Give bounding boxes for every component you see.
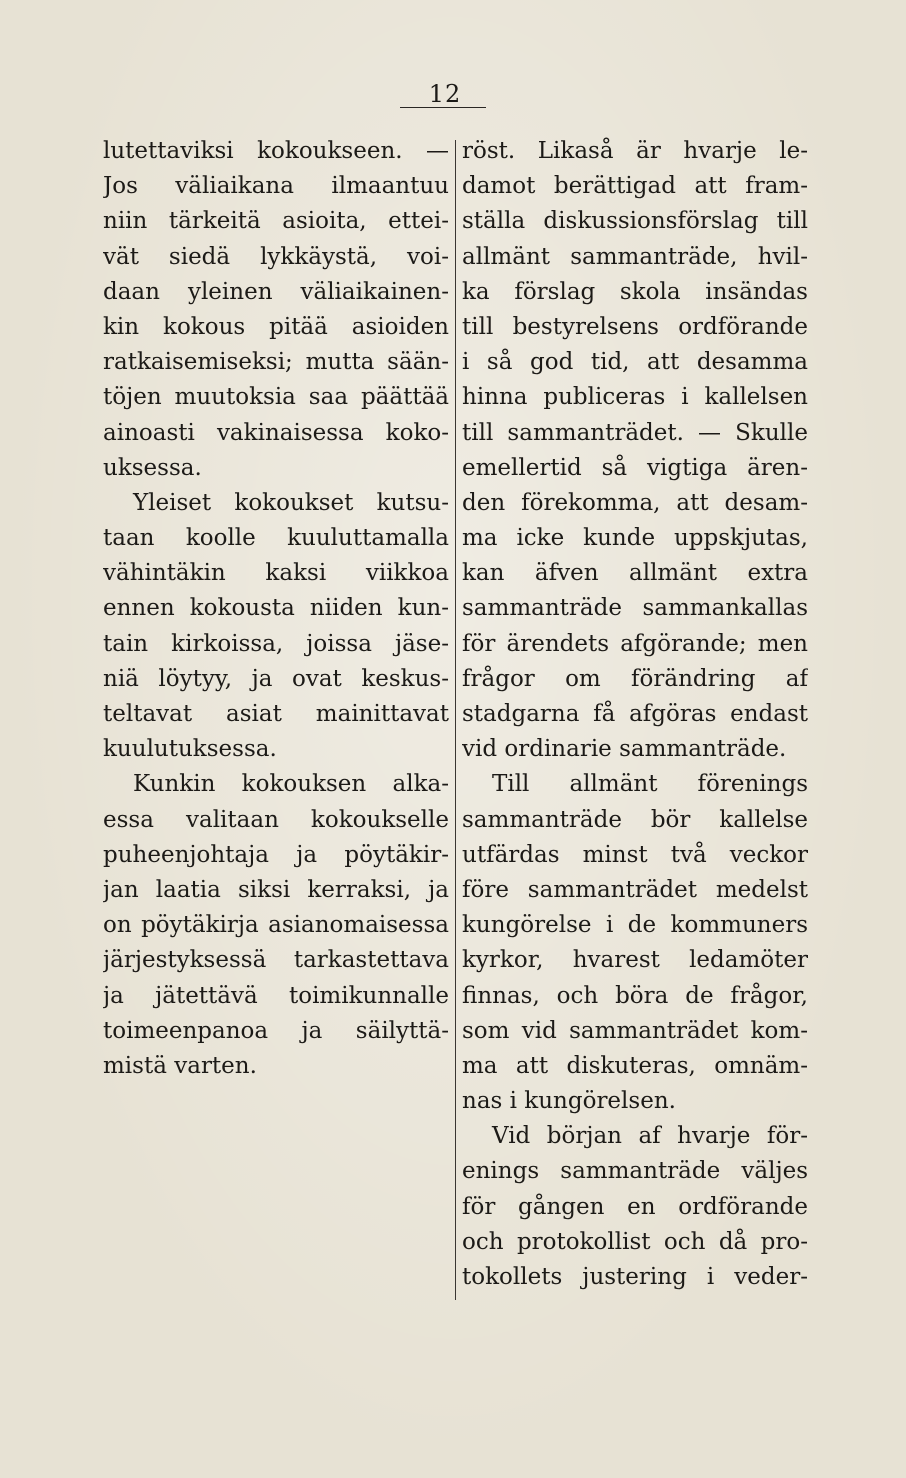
right-column-line: utfärdas minst två veckor xyxy=(462,841,808,868)
right-column-line: allmänt sammanträde, hvil- xyxy=(462,243,808,270)
right-column-line: för gången en ordförande xyxy=(462,1193,808,1220)
left-column-line: taan koolle kuuluttamalla xyxy=(103,525,449,552)
right-column-line: ma icke kunde uppskjutas, xyxy=(462,525,808,552)
right-column-line: till bestyrelsens ordförande xyxy=(462,313,808,340)
left-column-line: daan yleinen väliaikainen- xyxy=(103,278,449,305)
left-column-line: töjen muutoksia saa päättää xyxy=(103,384,449,411)
right-column-line: vid ordinarie sammanträde. xyxy=(462,736,787,763)
right-column-line: Vid början af hvarje för- xyxy=(492,1123,808,1150)
left-column-line: tain kirkoissa, joissa jäse- xyxy=(103,630,449,657)
right-column-line: röst. Likaså är hvarje le- xyxy=(462,138,808,164)
left-column-line: mistä varten. xyxy=(103,1052,257,1079)
right-column-line: den förekomma, att desam- xyxy=(462,489,808,516)
left-column-line: kin kokous pitää asioiden xyxy=(103,313,449,340)
left-column-line: vät siedä lykkäystä, voi- xyxy=(103,243,449,270)
right-column-line: för ärendets afgörande; men xyxy=(462,630,808,657)
column-divider xyxy=(455,140,456,1300)
right-column-line: kungörelse i de kommuners xyxy=(462,912,808,939)
left-column-line: on pöytäkirja asianomaisessa xyxy=(103,912,449,939)
right-column-line: frågor om förändring af xyxy=(462,665,808,692)
right-column-line: före sammanträdet medelst xyxy=(462,876,808,903)
right-column-line: stadgarna få afgöras endast xyxy=(462,701,808,727)
right-column-swedish xyxy=(462,134,808,1295)
right-column-line: enings sammanträde väljes xyxy=(462,1158,808,1185)
left-column-line: uksessa. xyxy=(103,454,202,481)
right-column-line: kyrkor, hvarest ledamöter xyxy=(462,947,808,974)
right-column-line: hinna publiceras i kallelsen xyxy=(462,384,808,411)
page-number-rule xyxy=(400,107,486,108)
right-column-line: i så god tid, att desamma xyxy=(462,349,808,376)
left-column-line: niä löytyy, ja ovat keskus- xyxy=(103,665,449,692)
left-column-line: Jos väliaikana ilmaantuu xyxy=(103,173,449,200)
right-column-line: sammanträde sammankallas xyxy=(462,595,808,622)
left-column-line: Kunkin kokouksen alka- xyxy=(133,771,449,798)
left-column-line: teltavat asiat mainittavat xyxy=(103,701,449,727)
right-column-line: nas i kungörelsen. xyxy=(462,1088,676,1115)
right-column-line: och protokollist och då pro- xyxy=(462,1228,808,1255)
left-column-line: ja jätettävä toimikunnalle xyxy=(103,982,449,1009)
right-column-line: ma att diskuteras, omnäm- xyxy=(462,1052,808,1079)
left-column-line: kuulutuksessa. xyxy=(103,736,277,763)
right-column-line: finnas, och böra de frågor, xyxy=(462,982,808,1009)
right-column-line: damot berättigad att fram- xyxy=(462,173,808,200)
left-column-line: niin tärkeitä asioita, ettei- xyxy=(103,208,449,235)
right-column-line: sammanträde bör kallelse xyxy=(462,806,808,833)
left-column-line: toimeenpanoa ja säilyttä- xyxy=(103,1017,449,1044)
left-column-line: Yleiset kokoukset kutsu- xyxy=(133,489,449,516)
left-column-line: jan laatia siksi kerraksi, ja xyxy=(103,876,449,903)
right-column-line: emellertid så vigtiga ären- xyxy=(462,454,808,481)
right-column-line: ställa diskussionsförslag till xyxy=(462,208,808,235)
right-column-line: ka förslag skola insändas xyxy=(462,278,808,305)
left-column-line: essa valitaan kokoukselle xyxy=(103,806,449,833)
right-column-line: tokollets justering i veder- xyxy=(462,1264,808,1290)
left-column-finnish xyxy=(103,134,449,1084)
right-column-line: kan äfven allmänt extra xyxy=(462,560,808,587)
left-column-line: ratkaisemiseksi; mutta sään- xyxy=(103,349,449,376)
right-column-line: Till allmänt förenings xyxy=(492,771,808,798)
left-column-line: lutettaviksi kokoukseen. — xyxy=(103,138,449,164)
left-column-line: puheenjohtaja ja pöytäkir- xyxy=(103,841,449,868)
right-column-line: som vid sammanträdet kom- xyxy=(462,1017,808,1044)
left-column-line: vähintäkin kaksi viikkoa xyxy=(103,560,449,587)
page-number: 12 xyxy=(428,80,462,108)
left-column-line: ainoasti vakinaisessa koko- xyxy=(103,419,449,446)
left-column-line: järjestyksessä tarkastettava xyxy=(103,947,449,974)
left-column-line: ennen kokousta niiden kun- xyxy=(103,595,449,622)
right-column-line: till sammanträdet. — Skulle xyxy=(462,419,808,446)
